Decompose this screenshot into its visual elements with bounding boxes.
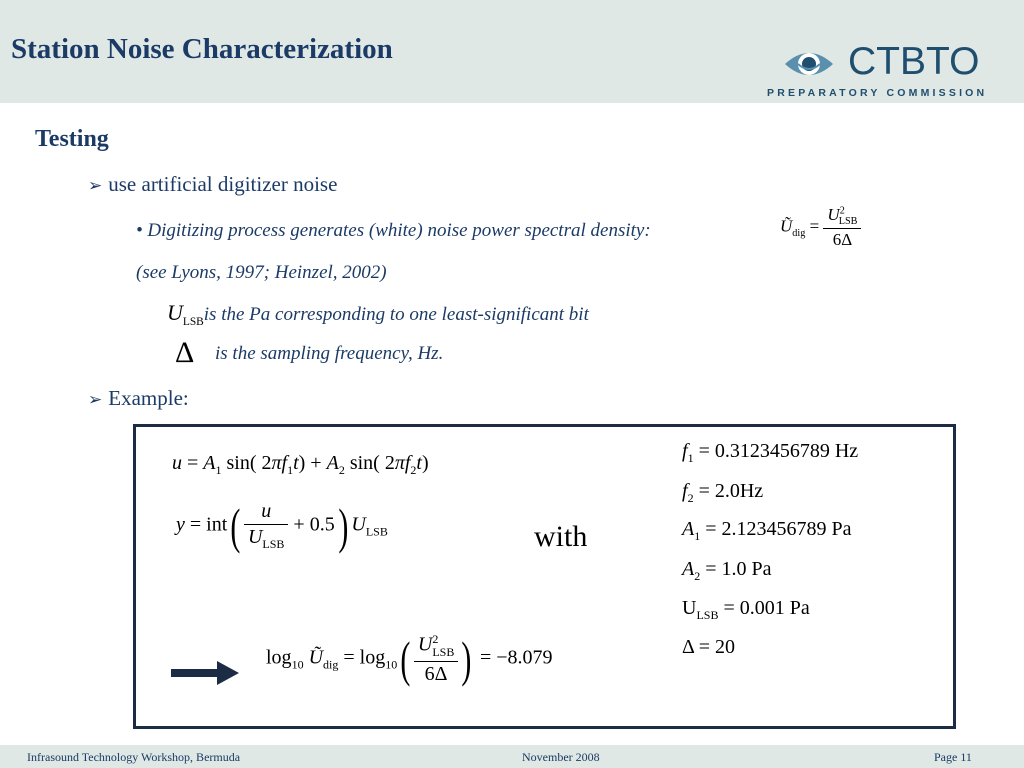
param-f2-value: 2.0Hz: [714, 480, 764, 502]
arrow-bullet-icon: ➢: [88, 390, 103, 409]
param-delta-value: 20: [715, 636, 736, 658]
section-heading: Testing: [35, 126, 109, 152]
bullet-text: use artificial digitizer noise: [108, 172, 338, 196]
sub-bullet-psd: • Digitizing process generates (white) noise power spectral density:: [136, 220, 651, 241]
footer-event: Infrasound Technology Workshop, Bermuda: [27, 750, 241, 764]
param-delta: Δ = 20: [682, 636, 736, 658]
ulsb-definition: $U_{LSB}is$ the Pa corresponding to one least-significant bit: [167, 300, 589, 328]
reference-text: (see Lyons, 1997; Heinzel, 2002): [136, 262, 387, 283]
param-f1-value: 0.3123456789 Hz: [714, 440, 859, 462]
ctbto-logo: [767, 40, 988, 102]
param-a1-value: 2.123456789 Pa: [721, 518, 852, 540]
param-f1: $f_1 = 0.3123456789$ Hz: [682, 440, 859, 465]
arrow-bullet-icon: ➢: [88, 176, 103, 195]
header-bar: [0, 0, 1024, 103]
param-a1: $A_1 = 2.123456789$ Pa: [682, 518, 852, 543]
signal-equation: $u = A_1$ sin( $2\pi f_1t) + A_2$ sin( $2\pi f_2t$): [172, 452, 429, 477]
ulsb-desc-text: is the Pa corresponding to one least-significant bit: [203, 304, 589, 325]
bullet-artificial-noise: [88, 172, 337, 197]
delta-definition: is the sampling frequency, Hz.: [215, 343, 444, 364]
log-result-equation: $\log_{10}$ $Ũ_{dig} = \log_{10}$( $\frac{U^2_{LSB}}{6\Delta}$ ) = −8.079: [266, 630, 553, 687]
footer-date: November 2008: [522, 750, 600, 764]
logo-subtitle: PREPARATORY COMMISSION: [767, 87, 988, 99]
bullet-text: Example:: [108, 386, 189, 410]
param-a2: $A_2 = 1.0$ Pa: [682, 558, 772, 583]
with-label: with: [534, 520, 588, 553]
param-f2: $f_2 = 2.0Hz$: [682, 480, 764, 505]
quantization-equation: y = int( $\frac{u}{U_{LSB}}$ + 0.5) $U_{LSB}$: [176, 498, 388, 554]
psd-formula: $Ũ_{dig}$ = $\frac{U^2_{LSB}}{6\Delta}$: [780, 205, 861, 250]
slide-title: Station Noise Characterization: [11, 33, 393, 65]
right-arrow-icon: [171, 661, 239, 685]
param-ulsb-value: 0.001 Pa: [739, 597, 810, 619]
logo-wordmark: CTBTO: [848, 40, 980, 83]
footer-page: Page 11: [934, 750, 972, 764]
footer-bar: [0, 745, 1024, 768]
bullet-example: [88, 386, 189, 411]
delta-symbol: Δ: [175, 336, 195, 369]
eye-globe-icon: [783, 44, 835, 84]
result-value: −8.079: [496, 646, 553, 669]
param-ulsb: $U_{LSB} = 0.001$ Pa: [682, 597, 810, 622]
param-a2-value: 1.0 Pa: [721, 558, 772, 580]
